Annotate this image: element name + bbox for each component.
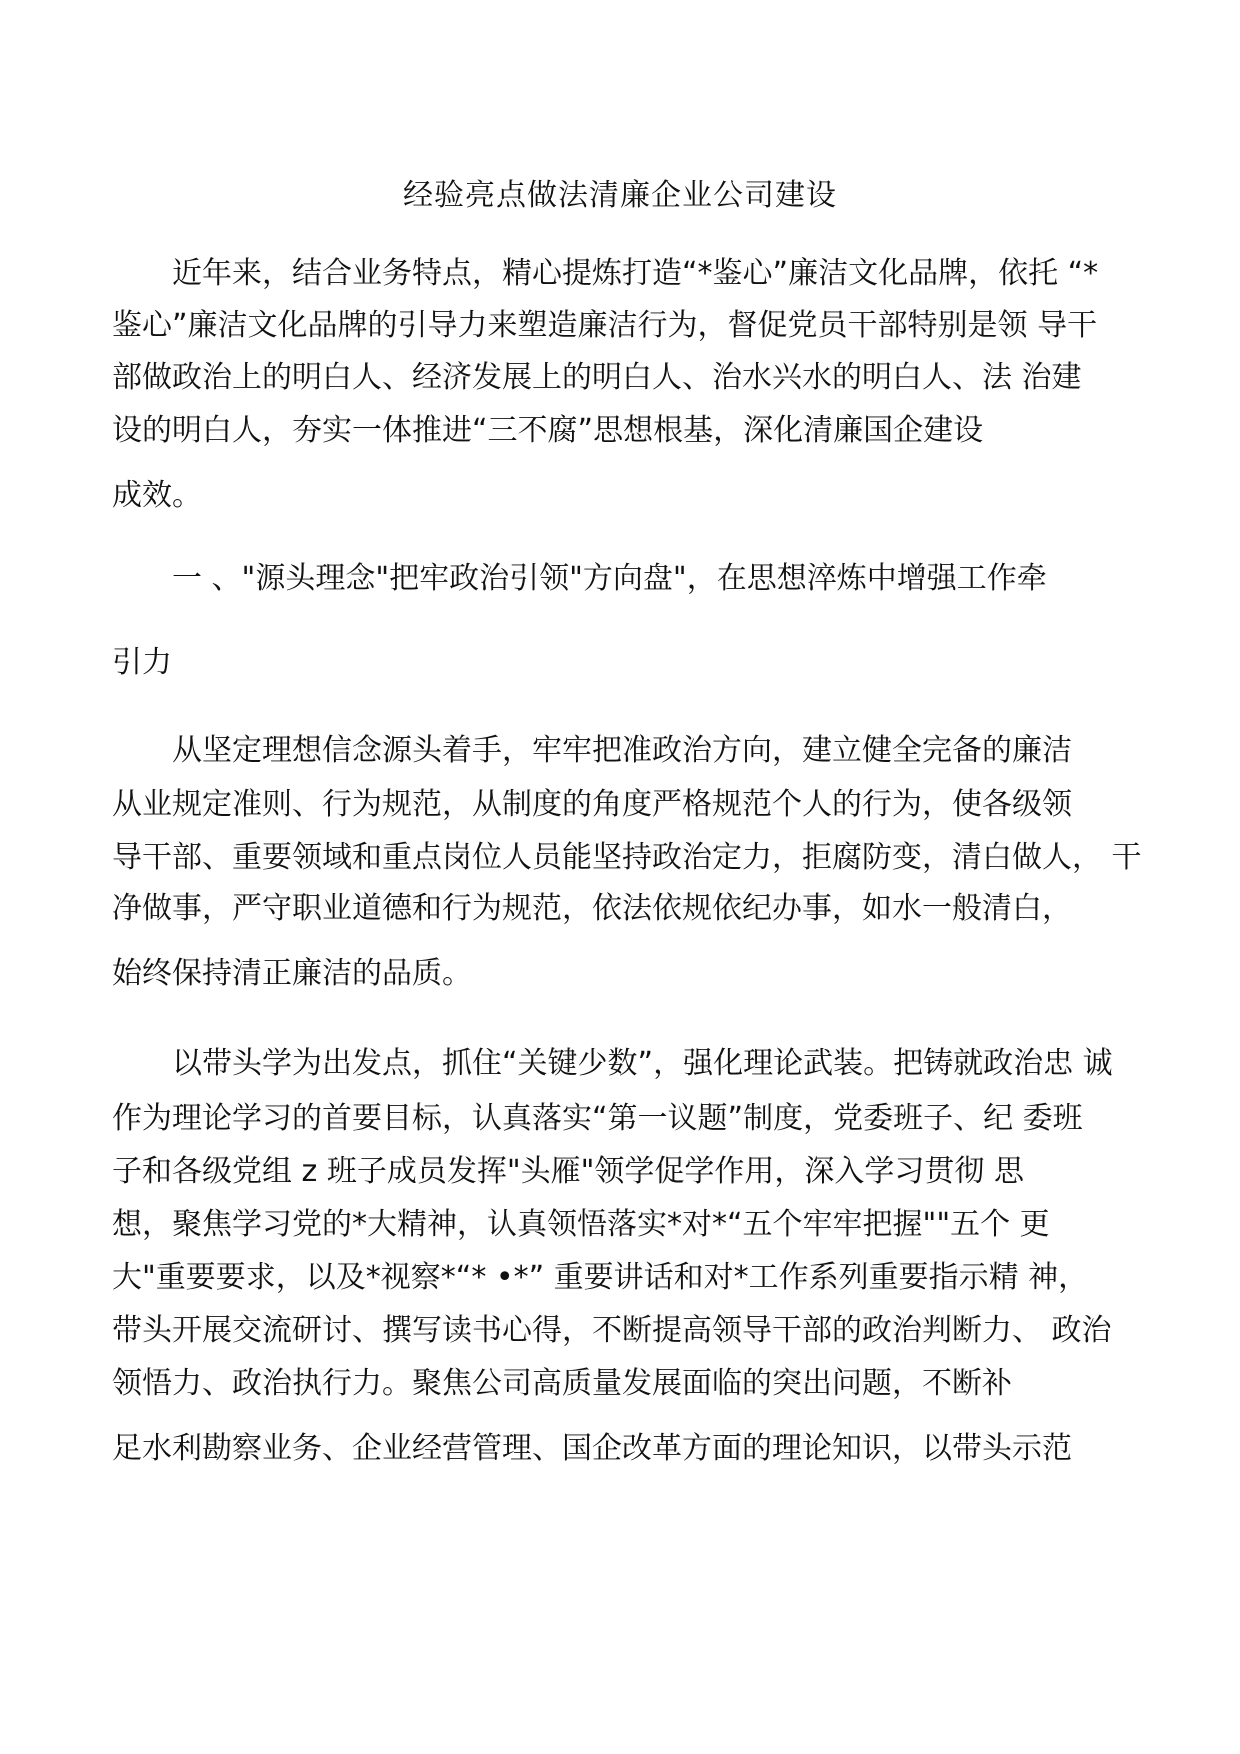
paragraph-3-line-5: 大"重要要求，以及*视察*“* •*” 重要讲话和对*工作系列重要指示精 神， (112, 1260, 1089, 1295)
paragraph-2-line-4: 净做事，严守职业道德和行为规范，依法依规依纪办事，如水一般清白， (112, 891, 1072, 926)
paragraph-3-line-8: 足水利勘察业务、企业经营管理、国企改革方面的理论知识，以带头示范 (112, 1431, 1072, 1466)
section-heading-line-2: 引力 (112, 645, 172, 680)
paragraph-3-line-4: 想，聚焦学习党的*大精神，认真领悟落实*对*“五个牢牢把握""五个 更 (112, 1207, 1050, 1242)
paragraph-2-line-3: 导干部、重要领域和重点岗位人员能坚持政治定力，拒腐防变，清白做人， 干 (112, 840, 1142, 875)
paragraph-1-line-1: 近年来，结合业务特点，精心提炼打造“*鉴心”廉洁文化品牌，依托 “* (172, 256, 1099, 291)
paragraph-1-line-3: 部做政治上的明白人、经济发展上的明白人、治水兴水的明白人、法 治建 (112, 360, 1082, 395)
paragraph-3-line-7: 领悟力、政治执行力。聚焦公司高质量发展面临的突出问题，不断补 (112, 1366, 1012, 1401)
document-title: 经验亮点做法清廉企业公司建设 (403, 178, 837, 213)
paragraph-1-line-2: 鉴心”廉洁文化品牌的引导力来塑造廉洁行为，督促党员干部特别是领 导干 (112, 308, 1098, 343)
paragraph-3-line-3: 子和各级党组 z 班子成员发挥"头雁"领学促学作用，深入学习贯彻 思 (112, 1154, 1024, 1189)
paragraph-3-line-2: 作为理论学习的首要目标，认真落实“第一议题”制度，党委班子、纪 委班 (112, 1101, 1083, 1136)
paragraph-1-line-4: 设的明白人，夯实一体推进“三不腐”思想根基，深化清廉国企建设 (112, 413, 984, 448)
paragraph-3-line-6: 带头开展交流研讨、撰写读书心得，不断提高领导干部的政治判断力、 政治 (112, 1313, 1112, 1348)
paragraph-1-line-5: 成效。 (112, 478, 202, 513)
section-heading-line-1: 一 、"源头理念"把牢政治引领"方向盘"，在思想淬炼中增强工作牵 (172, 561, 1047, 596)
paragraph-2-line-1: 从坚定理想信念源头着手，牢牢把准政治方向，建立健全完备的廉洁 (172, 733, 1072, 768)
paragraph-3-line-1: 以带头学为出发点，抓住“关键少数”，强化理论武装。把铸就政治忠 诚 (172, 1046, 1113, 1081)
paragraph-2-line-5: 始终保持清正廉洁的品质。 (112, 956, 472, 991)
paragraph-2-line-2: 从业规定准则、行为规范，从制度的角度严格规范个人的行为，使各级领 (112, 787, 1072, 822)
